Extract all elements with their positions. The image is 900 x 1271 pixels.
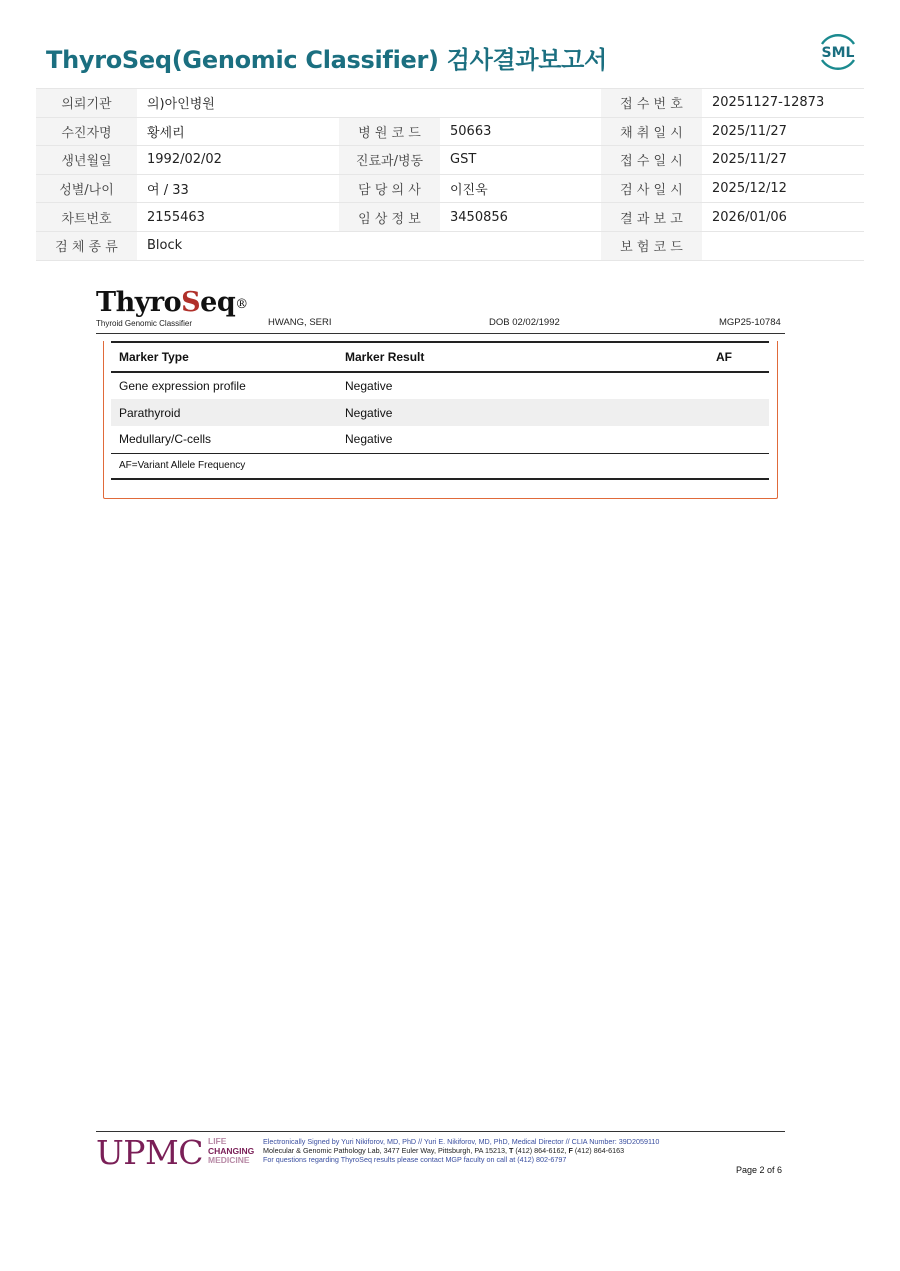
marker-type: Gene expression profile	[119, 379, 246, 393]
footer-divider	[96, 1131, 785, 1132]
dna-s-glyph: S	[181, 287, 201, 318]
info-row	[36, 89, 864, 118]
info-row	[36, 231, 864, 260]
info-row	[36, 174, 864, 203]
marker-af	[708, 399, 769, 426]
header-divider	[96, 333, 785, 334]
info-row	[36, 146, 864, 175]
table-row	[111, 372, 769, 399]
info-label: 결 과 보 고	[601, 203, 702, 232]
info-value: 20251127-12873	[702, 89, 864, 118]
marker-type: Medullary/C-cells	[119, 432, 212, 447]
info-label: 진료과/병동	[339, 146, 440, 175]
col-marker-result: Marker Result	[337, 342, 708, 372]
info-label	[339, 89, 440, 118]
upmc-logo: UPMC	[96, 1133, 204, 1172]
footer-signature	[263, 1137, 659, 1165]
info-value: 황세리	[137, 117, 339, 146]
info-label: 병 원 코 드	[339, 117, 440, 146]
info-value: 이진욱	[440, 174, 601, 203]
footnote-row	[111, 453, 769, 479]
marker-result: Negative	[345, 432, 393, 447]
contact-line: For questions regarding ThyroSeq results please contact MGP faculty on call at (412) 802-6797	[263, 1155, 567, 1165]
info-label: 수진자명	[36, 117, 137, 146]
sml-logo-text: SML	[821, 45, 855, 61]
info-value: GST	[440, 146, 601, 175]
info-label: 채 취 일 시	[601, 117, 702, 146]
col-marker-type: Marker Type	[111, 342, 337, 372]
info-label: 생년월일	[36, 146, 137, 175]
info-label: 보 험 코 드	[601, 231, 702, 260]
patient-name: HWANG, SERI	[268, 317, 332, 328]
marker-af	[708, 372, 769, 399]
info-label: 담 당 의 사	[339, 174, 440, 203]
info-label: 성별/나이	[36, 174, 137, 203]
info-value	[440, 89, 601, 118]
info-value	[702, 231, 864, 260]
info-value: 2026/01/06	[702, 203, 864, 232]
signature-line: Electronically Signed by Yuri Nikiforov, MD, PhD // Yuri E. Nikiforov, MD, PhD, Medical Director // CLIA Number: 39D2059110	[263, 1137, 660, 1146]
info-label: 접 수 일 시	[601, 146, 702, 175]
info-label: 차트번호	[36, 203, 137, 232]
patient-info-table	[36, 88, 864, 261]
thyroseq-logo: ThyroSeq® Thyroid Genomic Classifier	[96, 287, 248, 328]
accession-number: MGP25-10784	[719, 317, 781, 328]
info-label: 접 수 번 호	[601, 89, 702, 118]
info-value: 의)아인병원	[137, 89, 339, 118]
info-value: 여 / 33	[137, 174, 339, 203]
col-af: AF	[708, 342, 769, 372]
info-label: 검 체 종 류	[36, 231, 137, 260]
info-value: 1992/02/02	[137, 146, 339, 175]
info-label: 의뢰기관	[36, 89, 137, 118]
info-label: 검 사 일 시	[601, 174, 702, 203]
table-row	[111, 426, 769, 453]
info-value: 2025/11/27	[702, 117, 864, 146]
upmc-tagline: LIFE CHANGING MEDICINE	[208, 1136, 255, 1165]
marker-table-header	[111, 342, 769, 372]
info-value: 2025/11/27	[702, 146, 864, 175]
marker-result: Negative	[337, 399, 708, 426]
info-row	[36, 203, 864, 232]
info-label: 임 상 정 보	[339, 203, 440, 232]
info-label	[339, 231, 440, 260]
page-number: Page 2 of 6	[736, 1165, 783, 1175]
marker-af	[708, 426, 769, 453]
sml-logo	[814, 28, 862, 76]
info-value: 2155463	[137, 203, 339, 232]
info-value	[440, 231, 601, 260]
info-value: 50663	[440, 117, 601, 146]
af-footnote: AF=Variant Allele Frequency	[111, 453, 769, 479]
thyroseq-tagline: Thyroid Genomic Classifier	[96, 319, 193, 328]
info-value: 2025/12/12	[702, 174, 864, 203]
table-row	[111, 399, 769, 426]
patient-dob: DOB 02/02/1992	[489, 317, 560, 328]
info-value: Block	[137, 231, 339, 260]
marker-type: Parathyroid	[111, 399, 337, 426]
marker-result: Negative	[345, 379, 393, 393]
report-title: ThyroSeq(Genomic Classifier) 검사결과보고서	[46, 46, 607, 74]
info-row	[36, 117, 864, 146]
marker-results-table	[111, 341, 769, 480]
info-value: 3450856	[440, 203, 601, 232]
lab-address-line: Molecular & Genomic Pathology Lab, 3477 Euler Way, Pittsburgh, PA 15213, T (412) 864-6162, F (412) 864-6163	[263, 1146, 625, 1156]
